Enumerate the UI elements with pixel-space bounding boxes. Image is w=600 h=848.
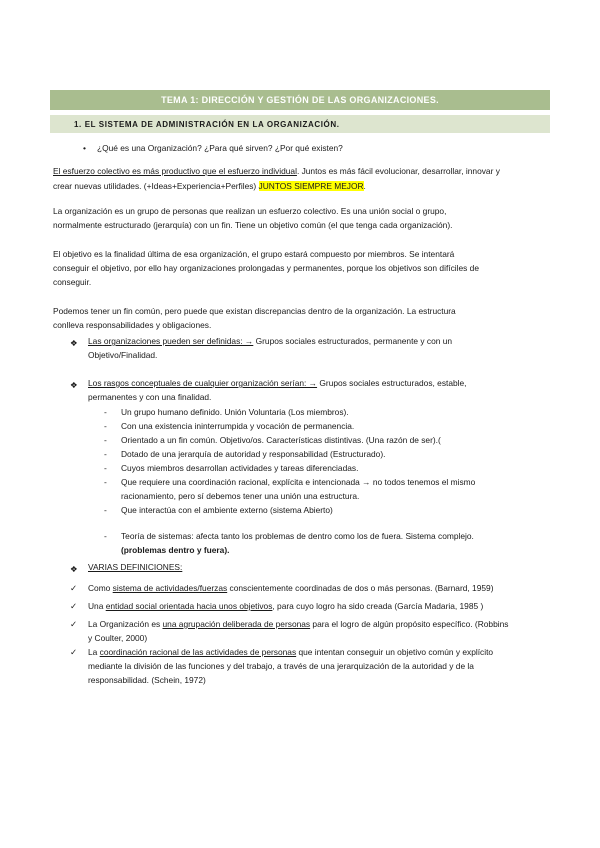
diamond-icon: ❖: [70, 564, 78, 574]
rasgos-line1: Los rasgos conceptuales de cualquier organización serían: → Grupos sociales estructurados, estable,: [88, 378, 467, 388]
list-item: Orientado a un fin común. Objetivo/os. Características distintivas. (Una razón de ser).(: [121, 435, 441, 445]
para3-line3: conseguir.: [53, 277, 92, 287]
sistemas-line2: (problemas dentro y fuera).: [121, 545, 230, 555]
definition-continuation: y Coulter, 2000): [88, 633, 148, 643]
para3-line2: conseguir el objetivo, por ello hay organizaciones prolongadas y permanentes, porque los objetivos son difíciles de: [53, 263, 479, 273]
dash-icon: -: [104, 407, 107, 417]
list-item: Con una existencia ininterrumpida y vocación de permanencia.: [121, 421, 355, 431]
list-item: Que requiere una coordinación racional, explícita e intencionada → no todos tenemos el mismo: [121, 477, 476, 487]
def1-line2: Objetivo/Finalidad.: [88, 350, 158, 360]
para1-line1: El esfuerzo colectivo es más productivo que el esfuerzo individual. Juntos es más fácil evolucionar, desarrollar, innovar y: [53, 166, 500, 176]
para2-line1: La organización es un grupo de personas que realizan un esfuerzo colectivo. Es una unión social o grupo,: [53, 206, 447, 216]
title-banner: [50, 90, 550, 110]
section-heading: 1. EL SISTEMA DE ADMINISTRACIÓN EN LA ORGANIZACIÓN.: [74, 119, 340, 129]
highlighted-text: JUNTOS SIEMPRE MEJOR: [258, 181, 364, 191]
dash-icon: -: [104, 505, 107, 515]
diamond-icon: ❖: [70, 380, 78, 390]
dash-icon: -: [104, 477, 107, 487]
check-icon: ✓: [70, 583, 78, 593]
dash-icon: -: [104, 421, 107, 431]
para1-line2: crear nuevas utilidades. (+Ideas+Experiencia+Perfiles) JUNTOS SIEMPRE MEJOR.: [53, 181, 366, 191]
question-text: ¿Qué es una Organización? ¿Para qué sirven? ¿Por qué existen?: [97, 143, 343, 153]
bullet-icon: •: [83, 143, 86, 153]
definition-item: Como sistema de actividades/fuerzas conscientemente coordinadas de dos o más personas. (Barnard, 1959): [88, 583, 494, 593]
varias-heading: VARIAS DEFINICIONES:: [88, 562, 183, 572]
definition-item: La Organización es una agrupación deliberada de personas para el logro de algún propósito específico. (Robbins: [88, 619, 509, 629]
check-icon: ✓: [70, 601, 78, 611]
list-item-continuation: racionamiento, pero sí debemos tener una unión una estructura.: [121, 491, 360, 501]
list-item: Dotado de una jerarquía de autoridad y responsabilidad (Estructurado).: [121, 449, 386, 459]
sistemas-line1: Teoría de sistemas: afecta tanto los problemas de dentro como los de fuera. Sistema complejo.: [121, 531, 474, 541]
page-title: TEMA 1: DIRECCIÓN Y GESTIÓN DE LAS ORGANIZACIONES.: [161, 95, 439, 105]
list-item: Cuyos miembros desarrollan actividades y tareas diferenciadas.: [121, 463, 359, 473]
para2-line2: normalmente estructurado (jerarquía) con un fin. Tiene un objetivo común (el que tenga cada organización).: [53, 220, 453, 230]
section-banner: [50, 115, 550, 133]
list-item: Que interactúa con el ambiente externo (sistema Abierto): [121, 505, 333, 515]
list-item: Un grupo humano definido. Unión Voluntaria (Los miembros).: [121, 407, 349, 417]
def1-line1: Las organizaciones pueden ser definidas: → Grupos sociales estructurados, permanente y con un: [88, 336, 453, 346]
para4-line2: conlleva responsabilidades y obligaciones.: [53, 320, 212, 330]
diamond-icon: ❖: [70, 338, 78, 348]
dash-icon: -: [104, 449, 107, 459]
dash-icon: -: [104, 463, 107, 473]
dash-icon: -: [104, 531, 107, 541]
definition-continuation: mediante la división de las funciones y del trabajo, a través de una jerarquización de la autoridad y de la: [88, 661, 474, 671]
para4-line1: Podemos tener un fin común, pero puede que existan discrepancias dentro de la organización. La estructura: [53, 306, 456, 316]
dash-icon: -: [104, 435, 107, 445]
para3-line1: El objetivo es la finalidad última de esa organización, el grupo estará compuesto por miembros. Se intentará: [53, 249, 455, 259]
definition-continuation: responsabilidad. (Schein, 1972): [88, 675, 206, 685]
check-icon: ✓: [70, 647, 78, 657]
check-icon: ✓: [70, 619, 78, 629]
rasgos-line2: permanentes y con una finalidad.: [88, 392, 212, 402]
definition-item: Una entidad social orientada hacia unos objetivos, para cuyo logro ha sido creada (García Madaria, 1985 ): [88, 601, 484, 611]
definition-item: La coordinación racional de las actividades de personas que intentan conseguir un objetivo común y explícito: [88, 647, 494, 657]
